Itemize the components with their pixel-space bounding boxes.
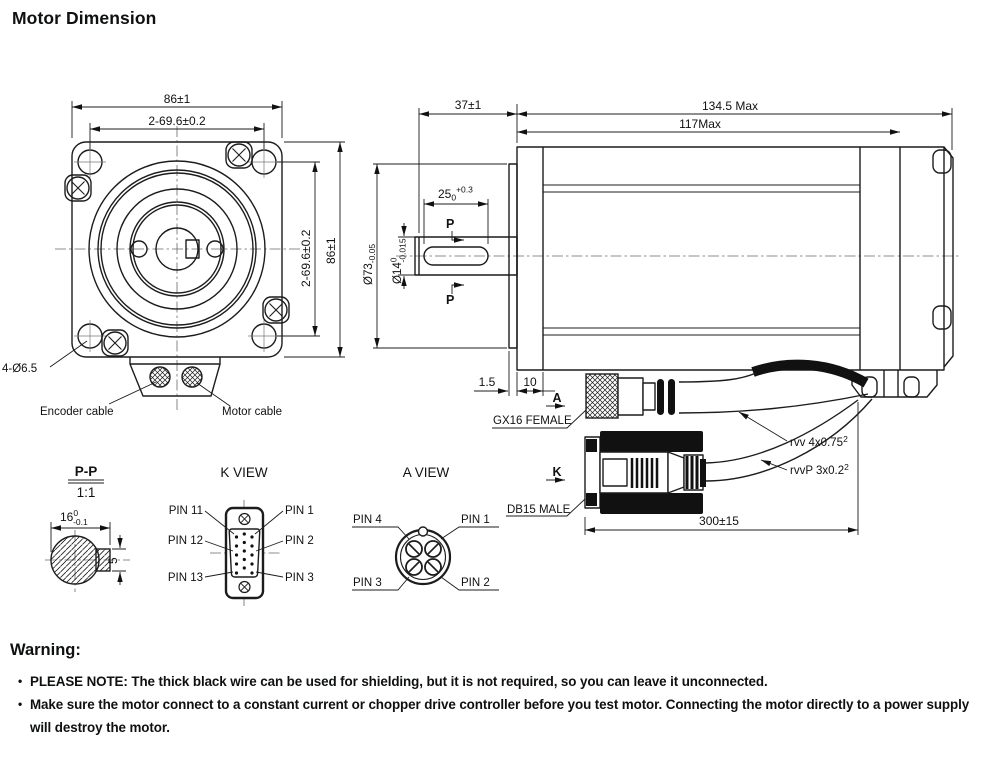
side-dim-body-length [517,117,900,132]
section-p-markers [446,217,464,307]
thick-black-shield-wire [753,365,866,383]
dim-height-label: 86±1 [324,237,338,264]
dim-boss-thickness-label: 1.5 [478,375,496,389]
warning-item [10,670,970,693]
pp-scale: 1:1 [76,485,96,500]
section-p-lower: P [446,293,455,307]
gx16-knurl [586,374,618,418]
pp-section [45,464,130,592]
gx16-callout [492,410,586,428]
rear-boss-bottom [933,306,951,329]
pin-1-label-a: PIN 1 [461,514,490,526]
pp-title: P-P [74,464,98,479]
bullet-icon: • [17,697,23,711]
warning-item [10,693,970,739]
holes-callout [2,341,87,375]
holes-label: 4-Ø6.5 [2,363,38,375]
dim-shaft-length-label: 37±1 [454,98,482,112]
front-view [2,92,345,418]
side-dim-total-length [517,99,952,150]
wire-bundle [679,365,872,481]
pin-3-label-a: PIN 3 [353,577,382,589]
view-a-marker [546,391,565,406]
gx16-keyway-notch [419,527,428,536]
motor-cable-callout [197,383,282,418]
dim-flat-length-label: $25_0^{+0.3}$ [438,184,473,203]
front-centerlines [55,126,302,410]
pin-13-label: PIN 13 [167,572,203,584]
motor-body [517,147,953,370]
db15-connector [585,431,706,514]
db15-d-shell [229,529,259,577]
pp-dim-width-label: $16^0$ -0.1 [60,508,88,527]
gx16-connector [586,374,675,418]
side-dim-flat-length [424,185,488,245]
signal-wire-callout [761,460,849,477]
front-dim-height [284,142,345,357]
view-a-letter: A [552,391,562,405]
a-view-title: A VIEW [402,465,450,480]
a-view [352,465,499,590]
view-k-letter: K [552,465,562,479]
warning-title: Warning: [10,641,81,659]
gx16-label: GX16 FEMALE [493,415,572,427]
signal-wire-label: rvvP $3x0.2^2$ [790,462,849,477]
pin-11-label: PIN 11 [168,505,203,517]
section-p-upper: P [446,217,455,231]
dim-cable-length-label: 300±15 [699,514,739,528]
warning-section [10,641,970,739]
dim-shaft-dia-label: $Ø14^0-0.015$ [388,238,408,284]
pin-12-label: PIN 12 [167,535,203,547]
db15-label: DB15 MALE [507,504,571,516]
front-dim-bolt-spacing-vertical [277,162,320,336]
pin-1-label: PIN 1 [285,505,314,517]
dim-bolt-spacing-label: 2-69.6±0.2 [148,114,206,128]
power-wire-label: rvv 4x0.75$^2$ [790,434,848,449]
side-view [363,98,960,535]
dim-front-cap-label: 10 [523,375,537,389]
pin-2-label-a: PIN 2 [461,577,490,589]
motor-cable-label: Motor cable [222,406,283,418]
encoder-cable-label: Encoder cable [40,406,114,418]
k-view-title: K VIEW [220,465,268,480]
pp-dim-key-label: 5 [106,557,120,564]
side-dim-shaft-length [419,98,517,233]
shaft-section-circle [51,536,99,584]
bullet-icon: • [17,674,23,688]
k-view [168,465,314,606]
pin-2-label: PIN 2 [285,535,314,547]
warning-item-text: Make sure the motor connect to a constant current or chopper drive controller before you test motor. Connecting the motor directly to a power supply will destroy the motor. [30,697,970,735]
dim-total-length-label: 134.5 Max [701,99,759,113]
rear-boss-top [933,150,951,173]
view-k-marker [546,465,565,480]
dim-boss-dia-label: $Ø73_{-0.05}$ [363,243,377,285]
pin-3-label: PIN 3 [285,572,314,584]
dim-body-length-label: 117Max [679,117,721,131]
warning-item-text: PLEASE NOTE: The thick black wire can be used for shielding, but it is not required, so you can leave it unconnected. [30,674,768,689]
page-title: Motor Dimension [12,8,157,28]
pin-4-label: PIN 4 [353,514,382,526]
encoder-cable-callout [40,382,156,418]
db15-callout [506,499,585,516]
dim-width-label: 86±1 [163,92,191,106]
dim-bolt-spacing-v-label: 2-69.6±0.2 [299,229,313,287]
